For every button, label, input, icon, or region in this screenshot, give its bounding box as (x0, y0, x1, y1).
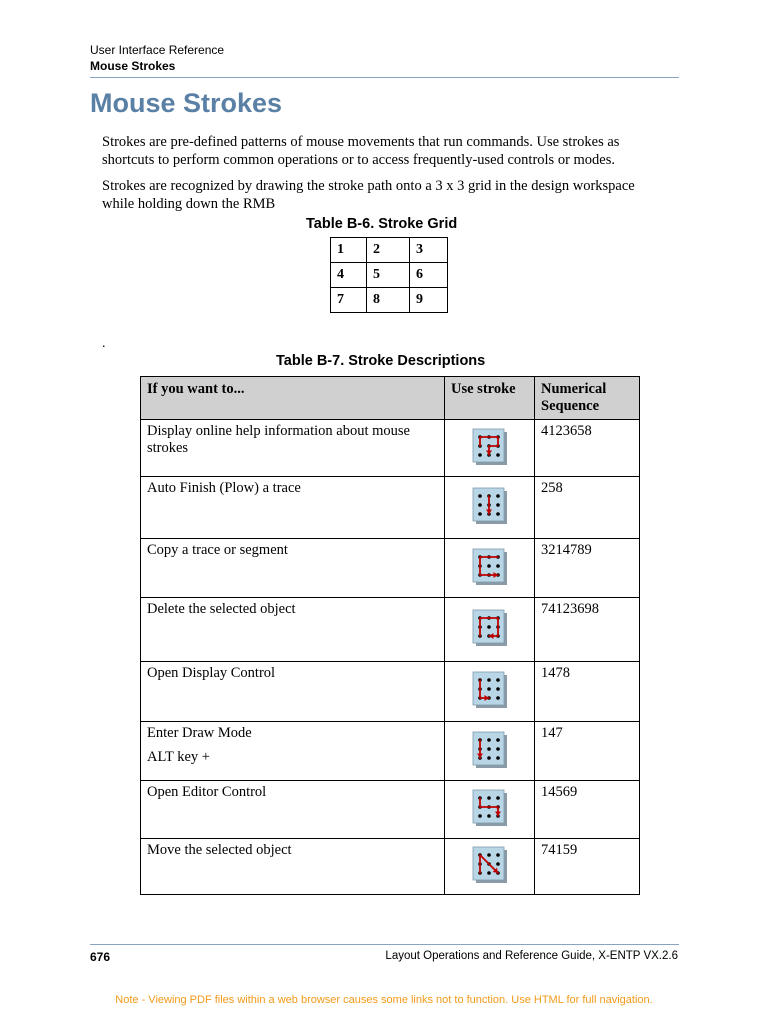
grid-cell: 1 (331, 238, 367, 263)
table-row (141, 839, 640, 895)
stroke-3214789-icon (472, 546, 508, 586)
running-header (90, 42, 679, 74)
action-extra-note: ALT key + (147, 749, 210, 765)
sequence-cell: 1478 (535, 662, 640, 722)
sequence-cell: 258 (535, 477, 640, 539)
action-cell: Move the selected object (141, 839, 445, 895)
column-header-sequence: Numerical Sequence (535, 377, 640, 420)
table-row (141, 477, 640, 539)
intro-paragraph: Strokes are pre-defined patterns of mouse movements that run commands. Use strokes as shortcuts to perform common operations or to access frequently-used controls or modes. (102, 134, 620, 168)
sequence-cell: 147 (535, 722, 640, 781)
action-cell: Delete the selected object (141, 598, 445, 662)
table-row (141, 539, 640, 598)
stroke-74159-icon (472, 844, 508, 884)
action-cell: Copy a trace or segment (141, 539, 445, 598)
stroke-74123698-icon (472, 607, 508, 647)
table-header-row (141, 377, 640, 420)
table-row (141, 598, 640, 662)
action-cell: Display online help information about mouse strokes (141, 420, 445, 477)
header-section: Mouse Strokes (90, 59, 176, 73)
action-cell: Open Editor Control (141, 781, 445, 839)
sequence-cell: 3214789 (535, 539, 640, 598)
stray-period: . (102, 336, 106, 351)
action-cell: Auto Finish (Plow) a trace (141, 477, 445, 539)
stroke-1478-icon (472, 669, 508, 709)
table-row (141, 781, 640, 839)
stroke-4123658-icon (472, 426, 508, 466)
stroke-258-icon (472, 485, 508, 525)
stroke-147-icon (472, 729, 508, 769)
table-row (141, 662, 640, 722)
grid-cell: 5 (367, 263, 410, 288)
stroke-grid-caption: Table B-6. Stroke Grid (306, 216, 458, 232)
grid-row (331, 288, 448, 313)
sequence-cell: 14569 (535, 781, 640, 839)
page-number: 676 (90, 950, 111, 964)
sequence-cell: 74159 (535, 839, 640, 895)
grid-row (331, 238, 448, 263)
grid-cell: 7 (331, 288, 367, 313)
stroke-descriptions-table (140, 376, 640, 895)
stroke-grid-table (330, 237, 448, 313)
grid-cell: 3 (410, 238, 448, 263)
action-cell: Open Display Control (141, 662, 445, 722)
grid-paragraph: Strokes are recognized by drawing the stroke path onto a 3 x 3 grid in the design workspace while holding down the RMB (102, 178, 635, 212)
grid-cell: 2 (367, 238, 410, 263)
grid-cell: 4 (331, 263, 367, 288)
column-header-action: If you want to... (141, 377, 445, 420)
header-divider (90, 77, 679, 78)
grid-cell: 9 (410, 288, 448, 313)
footer-divider (90, 944, 679, 945)
header-breadcrumb: User Interface Reference (90, 43, 225, 57)
grid-cell: 8 (367, 288, 410, 313)
grid-row (331, 263, 448, 288)
action-cell: Enter Draw Mode (147, 725, 252, 741)
column-header-stroke: Use stroke (445, 377, 535, 420)
stroke-descriptions-caption: Table B-7. Stroke Descriptions (276, 353, 486, 369)
sequence-cell: 74123698 (535, 598, 640, 662)
sequence-cell: 4123658 (535, 420, 640, 477)
table-row (141, 420, 640, 477)
browser-note: Note - Viewing PDF files within a web browser causes some links not to function. Use HTML for full navigation. (115, 994, 653, 1006)
grid-cell: 6 (410, 263, 448, 288)
stroke-14569-icon (472, 787, 508, 827)
page-title: Mouse Strokes (90, 88, 283, 118)
table-row (141, 722, 640, 781)
guide-title: Layout Operations and Reference Guide, X-ENTP VX.2.6 (385, 950, 678, 962)
